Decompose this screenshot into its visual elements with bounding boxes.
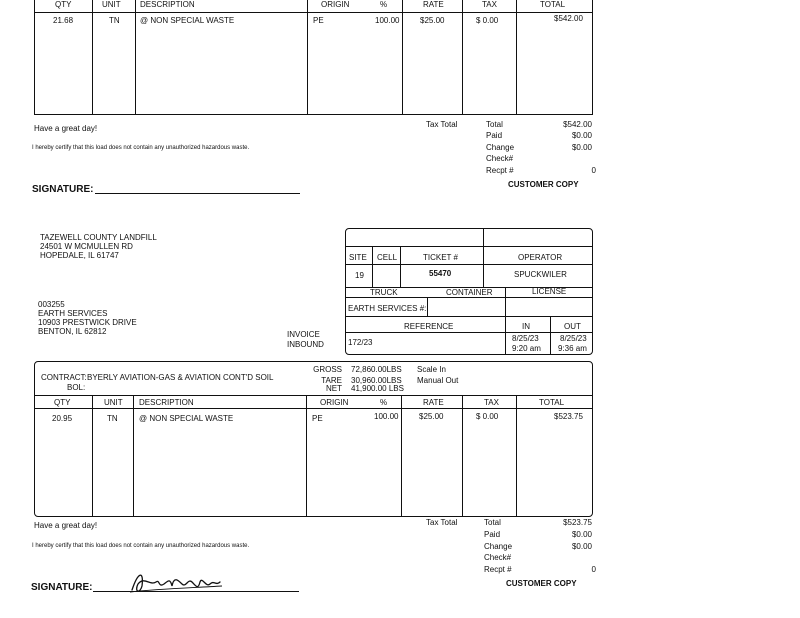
row-description: @ NON SPECIAL WASTE [139, 414, 234, 423]
summary-value: 0 [591, 565, 596, 574]
grid-line [345, 297, 593, 298]
bol-label: BOL: [67, 383, 86, 392]
out-date: 8/25/23 [560, 334, 587, 343]
row-origin: PE [313, 16, 324, 25]
net-value: 41,900.00 LBS [351, 384, 404, 393]
container-label: CONTAINER [446, 288, 493, 297]
col-header-origin: ORIGIN [320, 398, 349, 407]
customer-address-line: BENTON, IL 62812 [38, 327, 107, 336]
row-unit: TN [107, 414, 118, 423]
summary-value: $542.00 [563, 120, 592, 129]
top-col-divider [516, 0, 517, 115]
operator-value: SPUCKWILER [514, 270, 567, 279]
grid-line [427, 297, 428, 316]
summary-value: 0 [591, 166, 596, 175]
summary-label: Change [486, 143, 515, 152]
invoice-label: INVOICE [287, 330, 320, 339]
row-qty: 21.68 [53, 16, 74, 25]
summary-label: Check# [484, 553, 512, 562]
table-top-line [34, 395, 593, 396]
summary-label: Total [484, 518, 501, 527]
col-header-qty: QTY [55, 0, 72, 9]
customer-copy-label: CUSTOMER COPY [506, 579, 577, 588]
row-qty: 20.95 [52, 414, 73, 423]
signature-label: SIGNATURE: [31, 582, 93, 593]
col-divider [462, 395, 463, 517]
grid-line [400, 246, 401, 287]
greeting: Have a great day! [34, 124, 98, 133]
grid-line [345, 246, 593, 247]
site-value: 19 [355, 271, 364, 280]
cell-label: CELL [377, 253, 398, 262]
facility-name: TAZEWELL COUNTY LANDFILL [40, 233, 157, 242]
grid-line [505, 316, 506, 355]
top-col-divider [92, 0, 93, 115]
out-label: OUT [564, 322, 581, 331]
col-header-unit: UNIT [102, 0, 121, 9]
facility-address-line: 24501 W MCMULLEN RD [40, 242, 133, 251]
col-header-total: TOTAL [539, 398, 565, 407]
summary-label: Check# [486, 154, 514, 163]
grid-line [483, 228, 484, 287]
truck-label: TRUCK [370, 288, 398, 297]
summary-value: $0.00 [571, 530, 592, 539]
row-tax: $ 0.00 [476, 16, 499, 25]
gross-mode: Scale In [417, 365, 446, 374]
tare-label: TARE [321, 376, 342, 385]
tax-total-label: Tax Total [426, 120, 458, 129]
summary-label: Paid [484, 530, 501, 539]
customer-address-line: 10903 PRESTWICK DRIVE [38, 318, 137, 327]
summary-label: Paid [486, 131, 503, 140]
col-divider [516, 395, 517, 517]
col-header-unit: UNIT [104, 398, 123, 407]
customer-id: 003255 [38, 300, 65, 309]
summary-label: Recpt # [484, 565, 512, 574]
col-divider [306, 395, 307, 517]
row-total: $523.75 [554, 412, 583, 421]
top-col-divider [402, 0, 403, 115]
col-header-pct: % [380, 398, 388, 407]
row-pct: 100.00 [375, 16, 400, 25]
certify-statement: I hereby certify that this load does not contain any unauthorized hazardous waste. [32, 145, 250, 151]
row-unit: TN [109, 16, 120, 25]
grid-line [345, 332, 593, 333]
grid-line [550, 316, 551, 355]
col-header-description: DESCRIPTION [139, 398, 194, 407]
customer-name: EARTH SERVICES [38, 309, 108, 318]
inbound-label: INBOUND [287, 340, 324, 349]
col-divider [401, 395, 402, 517]
top-header-divider [34, 12, 593, 13]
grid-line [345, 264, 593, 265]
col-header-rate: RATE [423, 398, 444, 407]
ticket-label: TICKET # [423, 253, 458, 262]
grid-line [372, 246, 373, 287]
row-rate: $25.00 [420, 16, 445, 25]
certify-statement: I hereby certify that this load does not contain any unauthorized hazardous waste. [32, 543, 250, 549]
row-origin: PE [312, 414, 323, 423]
in-label: IN [522, 322, 530, 331]
col-header-origin: ORIGIN [321, 0, 350, 9]
gross-value: 72,860.00LBS [351, 365, 402, 374]
operator-label: OPERATOR [518, 253, 563, 262]
row-tax: $ 0.00 [476, 412, 499, 421]
customer-copy-label: CUSTOMER COPY [508, 180, 579, 189]
license-label: LICENSE [532, 287, 567, 296]
row-pct: 100.00 [374, 412, 399, 421]
summary-label: Recpt # [486, 166, 514, 175]
tax-total-label: Tax Total [426, 518, 458, 527]
in-date: 8/25/23 [512, 334, 539, 343]
grid-line [505, 287, 506, 316]
handwritten-signature [128, 568, 224, 596]
col-header-tax: TAX [482, 0, 497, 9]
signature-line [95, 193, 300, 194]
col-header-rate: RATE [423, 0, 444, 9]
col-header-total: TOTAL [540, 0, 566, 9]
grid-line [345, 316, 593, 317]
table-header-line [34, 408, 593, 409]
summary-label: Change [484, 542, 513, 551]
col-divider [133, 395, 134, 517]
col-divider [92, 395, 93, 517]
row-rate: $25.00 [419, 412, 444, 421]
row-total: $542.00 [554, 14, 583, 23]
tare-value: 30,960.00LBS [351, 376, 402, 385]
facility-address-line: HOPEDALE, IL 61747 [40, 251, 119, 260]
top-col-divider [307, 0, 308, 115]
reference-value: 172/23 [348, 338, 373, 347]
col-header-description: DESCRIPTION [140, 0, 195, 9]
summary-value: $0.00 [571, 143, 592, 152]
contract-label: CONTRACT: [41, 373, 87, 382]
net-label: NET [326, 384, 342, 393]
site-label: SITE [349, 253, 367, 262]
ticket-number: 55470 [429, 269, 452, 278]
summary-value: $0.00 [571, 542, 592, 551]
summary-value: $0.00 [571, 131, 592, 140]
gross-label: GROSS [313, 365, 342, 374]
tare-mode: Manual Out [417, 376, 459, 385]
out-time: 9:36 am [558, 344, 587, 353]
signature-label: SIGNATURE: [32, 184, 94, 195]
summary-label: Total [486, 120, 503, 129]
col-header-qty: QTY [54, 398, 71, 407]
truck-value: EARTH SERVICES #: [348, 304, 427, 313]
top-col-divider [462, 0, 463, 115]
greeting: Have a great day! [34, 521, 98, 530]
top-col-divider [135, 0, 136, 115]
summary-value: $523.75 [563, 518, 592, 527]
row-description: @ NON SPECIAL WASTE [140, 16, 235, 25]
reference-label: REFERENCE [404, 322, 454, 331]
col-header-pct: % [380, 0, 388, 9]
col-header-tax: TAX [484, 398, 499, 407]
in-time: 9:20 am [512, 344, 541, 353]
contract-value: BYERLY AVIATION-GAS & AVIATION CONT'D SOIL [87, 373, 274, 382]
